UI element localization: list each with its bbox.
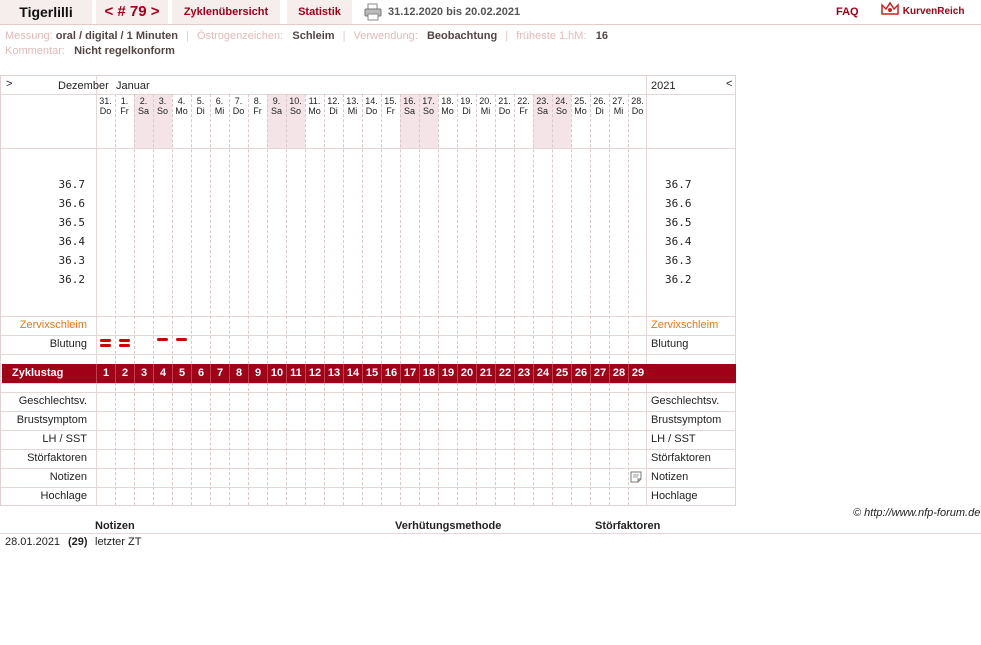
day-header-cell[interactable]: 25. Mo <box>574 96 587 116</box>
zyklustag-cell[interactable]: 28 <box>609 364 628 383</box>
oestrogen-label: Östrogenzeichen: <box>196 30 284 42</box>
kurvenreich-logo[interactable] <box>880 0 981 24</box>
copyright[interactable]: © http://www.nfp-forum.de <box>853 507 981 519</box>
temp-label-left: 36.4 <box>58 235 85 248</box>
day-header-cell[interactable]: 23. Sa <box>536 96 549 116</box>
zyklustag-cell[interactable]: 1 <box>96 364 115 383</box>
temp-label-right: 36.6 <box>665 197 692 210</box>
day-header-cell[interactable]: 13. Mi <box>346 96 359 116</box>
day-header-cell[interactable]: 3. So <box>156 96 168 116</box>
temp-label-right: 36.2 <box>665 273 692 286</box>
day-header-cell[interactable]: 16. Sa <box>403 96 416 116</box>
day-header-cell[interactable]: 9. Sa <box>270 96 282 116</box>
logo-text: KurvenReich <box>902 6 965 17</box>
zyklustag-cell[interactable]: 23 <box>514 364 533 383</box>
date-range: 31.12.2020 bis 20.02.2021 <box>388 6 521 18</box>
bleeding-mark <box>119 339 130 342</box>
symptom-label-right: Brustsymptom <box>651 414 722 426</box>
fruehe-hm-label: früheste 1.hM: <box>516 30 587 42</box>
day-header-cell[interactable]: 11. Mo <box>308 96 321 116</box>
day-header-cell[interactable]: 28. Do <box>631 96 644 116</box>
day-header-cell[interactable]: 20. Mi <box>479 96 492 116</box>
zyklustag-cell[interactable]: 21 <box>476 364 495 383</box>
symptom-label-left: Geschlechtsv. <box>18 395 87 407</box>
zyklustag-cell[interactable]: 16 <box>381 364 400 383</box>
meta-line-2 <box>5 45 175 57</box>
symptom-label-right: Hochlage <box>651 490 698 502</box>
zyklustag-cell[interactable]: 22 <box>495 364 514 383</box>
temp-label-right: 36.7 <box>665 178 692 191</box>
zyklustag-cell[interactable]: 13 <box>324 364 343 383</box>
zyklustag-cell[interactable]: 26 <box>571 364 590 383</box>
year-label: 2021 <box>651 80 676 92</box>
symptom-label-right: LH / SST <box>651 433 696 445</box>
zyklustag-row <box>2 364 736 383</box>
temp-label-right: 36.5 <box>665 216 692 229</box>
zyklustag-cell[interactable]: 24 <box>533 364 552 383</box>
cycle-chart <box>0 75 736 506</box>
col-stoerfaktoren: Störfaktoren <box>595 520 661 532</box>
day-header-cell[interactable]: 19. Di <box>460 96 473 116</box>
nav-next-button[interactable]: < <box>726 78 733 90</box>
day-header-cell[interactable]: 22. Fr <box>517 96 530 116</box>
zyklustag-cell[interactable]: 20 <box>457 364 476 383</box>
zyklustag-cell[interactable]: 10 <box>267 364 286 383</box>
kommentar-label: Kommentar: <box>5 45 65 57</box>
tab-statistics[interactable]: Statistik <box>287 0 352 24</box>
temp-label-right: 36.4 <box>665 235 692 248</box>
zyklustag-cell[interactable]: 3 <box>134 364 153 383</box>
symptom-label-right: Geschlechtsv. <box>651 395 720 407</box>
symptom-label-left: Hochlage <box>40 490 87 502</box>
month-january: Januar <box>116 80 150 92</box>
day-header-cell[interactable]: 8. Fr <box>253 96 262 116</box>
nav-prev-button[interactable]: > <box>6 78 13 90</box>
temp-label-left: 36.3 <box>58 254 85 267</box>
messung-label: Messung: <box>5 30 53 42</box>
symptom-label-left: Brustsymptom <box>16 414 87 426</box>
messung-value: oral / digital / 1 Minuten <box>55 30 178 42</box>
note-date: 28.01.2021 <box>5 536 61 548</box>
note-cycle-day: (29) <box>68 536 88 548</box>
zyklustag-cell[interactable]: 5 <box>172 364 191 383</box>
zyklustag-cell[interactable]: 4 <box>153 364 172 383</box>
zervix-label-right: Zervixschleim <box>651 319 719 331</box>
day-header-cell[interactable]: 1. Fr <box>120 96 129 116</box>
day-header-cell[interactable]: 10. So <box>289 96 302 116</box>
zyklustag-cell[interactable]: 12 <box>305 364 324 383</box>
temp-label-left: 36.6 <box>58 197 85 210</box>
verwendung-label: Verwendung: <box>353 30 418 42</box>
bleeding-mark <box>157 338 168 341</box>
symptom-label-right: Störfaktoren <box>651 452 711 464</box>
zyklustag-cell[interactable]: 17 <box>400 364 419 383</box>
blutung-label-right: Blutung <box>651 338 689 350</box>
oestrogen-value: Schleim <box>292 30 335 42</box>
zyklustag-cell[interactable]: 29 <box>628 364 647 383</box>
kommentar-value: Nicht regelkonform <box>74 45 175 57</box>
zyklustag-cell[interactable]: 11 <box>286 364 305 383</box>
blutung-label-left: Blutung <box>49 338 87 350</box>
symptom-label-left: Notizen <box>49 471 87 483</box>
bleeding-mark <box>100 344 111 347</box>
bleeding-mark <box>119 344 130 347</box>
zyklustag-cell[interactable]: 2 <box>115 364 134 383</box>
note-icon[interactable] <box>630 471 642 486</box>
day-header-cell[interactable]: 5. Di <box>196 96 205 116</box>
bleeding-mark <box>100 339 111 342</box>
zyklustag-cell[interactable]: 25 <box>552 364 571 383</box>
day-header-cell[interactable]: 17. So <box>422 96 435 116</box>
zyklustag-cell[interactable]: 19 <box>438 364 457 383</box>
tab-cycle-overview[interactable]: Zyklenübersicht <box>172 0 280 24</box>
symptom-label-right: Notizen <box>651 471 689 483</box>
zervix-label-left: Zervixschleim <box>19 319 87 331</box>
day-header-cell[interactable]: 21. Do <box>498 96 511 116</box>
day-header-cell[interactable]: 27. Mi <box>612 96 625 116</box>
day-header-cell[interactable]: 31. Do <box>99 96 112 116</box>
day-header-cell[interactable]: 14. Do <box>365 96 378 116</box>
temp-label-left: 36.2 <box>58 273 85 286</box>
day-header-cell[interactable]: 26. Di <box>593 96 606 116</box>
col-notizen: Notizen <box>95 520 135 532</box>
zyklustag-cell[interactable]: 8 <box>229 364 248 383</box>
printer-icon[interactable] <box>364 0 382 24</box>
temp-label-right: 36.3 <box>665 254 692 267</box>
zyklustag-cell[interactable]: 18 <box>419 364 438 383</box>
month-december: Dezember <box>58 80 109 92</box>
temp-label-left: 36.7 <box>58 178 85 191</box>
day-header-cell[interactable]: 6. Mi <box>214 96 225 116</box>
day-header-cell[interactable]: 18. Mo <box>441 96 454 116</box>
verwendung-value: Beobachtung <box>426 30 498 42</box>
day-header-cell[interactable]: 15. Fr <box>384 96 397 116</box>
zyklustag-cell[interactable]: 27 <box>590 364 609 383</box>
day-header-cell[interactable]: 4. Mo <box>175 96 188 116</box>
day-header-cell[interactable]: 2. Sa <box>137 96 149 116</box>
fruehe-hm-value: 16 <box>595 30 608 42</box>
zyklustag-cell[interactable]: 14 <box>343 364 362 383</box>
user-title[interactable]: Tigerlilli <box>0 0 92 24</box>
zyklustag-cell[interactable]: 6 <box>191 364 210 383</box>
crown-icon <box>880 0 900 16</box>
temp-label-left: 36.5 <box>58 216 85 229</box>
top-bar <box>0 0 981 25</box>
col-verhuetung: Verhütungsmethode <box>395 520 502 532</box>
note-text: letzter ZT <box>95 536 142 548</box>
cycle-navigator[interactable]: < # 79 > <box>96 0 168 24</box>
zyklustag-cell[interactable]: 7 <box>210 364 229 383</box>
zyklustag-cell[interactable]: 9 <box>248 364 267 383</box>
day-header-cell[interactable]: 7. Do <box>232 96 245 116</box>
bleeding-mark <box>176 338 187 341</box>
day-header-cell[interactable]: 24. So <box>555 96 568 116</box>
symptom-label-left: LH / SST <box>42 433 87 445</box>
meta-line-1: Messung: oral / digital / 1 Minuten | Östrogenzeichen: Schleim | Verwendung: Beobachtung | früheste 1.hM: 16 <box>5 30 608 42</box>
zyklustag-cell[interactable]: 15 <box>362 364 381 383</box>
day-header-cell[interactable]: 12. Di <box>327 96 340 116</box>
faq-link[interactable]: FAQ <box>836 6 859 18</box>
zyklustag-label: Zyklustag <box>12 367 64 379</box>
symptom-label-left: Störfaktoren <box>27 452 87 464</box>
